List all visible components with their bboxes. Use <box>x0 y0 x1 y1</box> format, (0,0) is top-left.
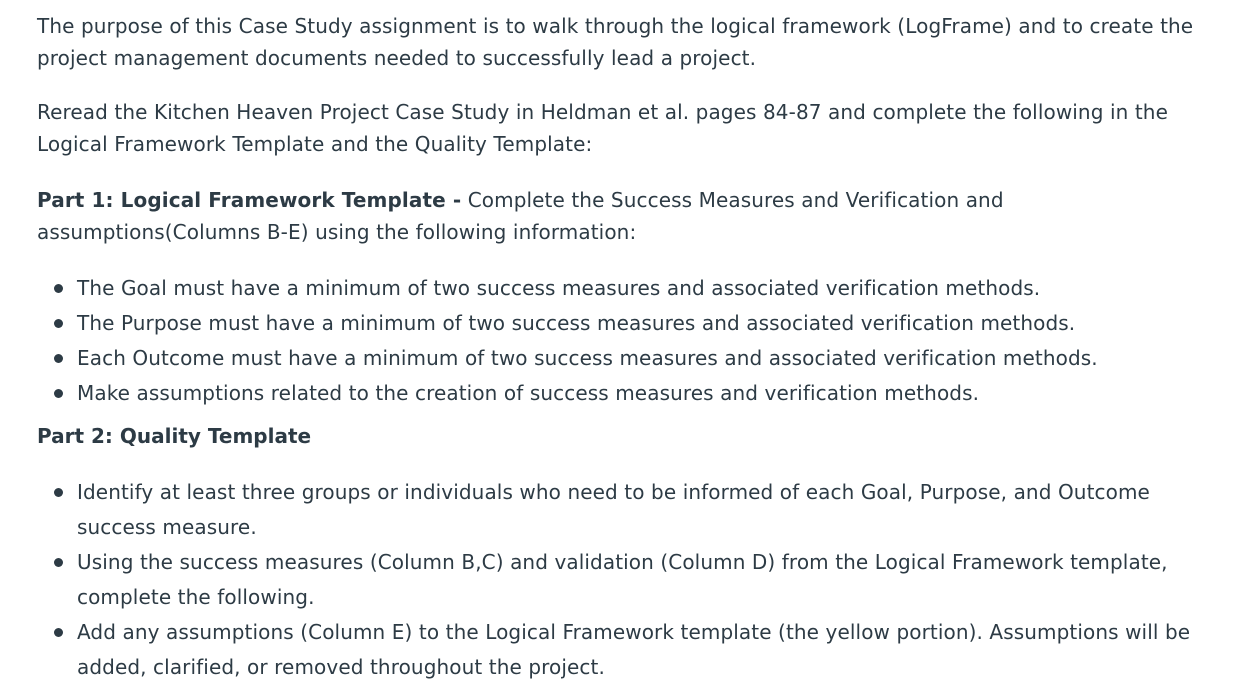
part1-text: Complete the Success Measures and Verification and assumptions(Columns B-E) using the following information: <box>37 188 1004 244</box>
bullet-icon <box>54 284 63 293</box>
list-item <box>37 341 1217 376</box>
assignment-content <box>37 10 1217 685</box>
intro-paragraph: The purpose of this Case Study assignment is to walk through the logical framework (LogFrame) and to create the project management documents needed to successfully lead a project. <box>37 14 1194 70</box>
part1-heading: Part 1: Logical Framework Template - <box>37 188 462 212</box>
list-item-text: Make assumptions related to the creation of success measures and verification methods. <box>77 381 980 405</box>
bullet-icon <box>54 354 63 363</box>
list-item-text: Using the success measures (Column B,C) and validation (Column D) from the Logical Framework template, complete the following. <box>77 550 1168 609</box>
bullet-icon <box>54 319 63 328</box>
list-item-text: Each Outcome must have a minimum of two success measures and associated verification methods. <box>77 346 1098 370</box>
list-item-text: The Goal must have a minimum of two success measures and associated verification methods. <box>77 276 1041 300</box>
reread-paragraph: Reread the Kitchen Heaven Project Case Study in Heldman et al. pages 84-87 and complete the following in the Logical Framework Template and the Quality Template: <box>37 100 1168 156</box>
bullet-icon <box>54 389 63 398</box>
list-item <box>37 545 1217 615</box>
list-item <box>37 615 1217 685</box>
part2-list <box>37 475 1217 685</box>
list-item-text: The Purpose must have a minimum of two success measures and associated verification methods. <box>77 311 1076 335</box>
part1-paragraph <box>37 184 1217 248</box>
list-item <box>37 475 1217 545</box>
part1-list <box>37 271 1217 411</box>
list-item <box>37 271 1217 306</box>
list-item <box>37 306 1217 341</box>
part2-heading: Part 2: Quality Template <box>37 424 312 448</box>
bullet-icon <box>54 628 63 637</box>
bullet-icon <box>54 558 63 567</box>
list-item-text: Identify at least three groups or individuals who need to be informed of each Goal, Purpose, and Outcome success measure. <box>77 480 1150 539</box>
list-item-text: Add any assumptions (Column E) to the Logical Framework template (the yellow portion). Assumptions will be added, clarified, or removed throughout the project. <box>77 620 1191 679</box>
bullet-icon <box>54 488 63 497</box>
list-item <box>37 376 1217 411</box>
